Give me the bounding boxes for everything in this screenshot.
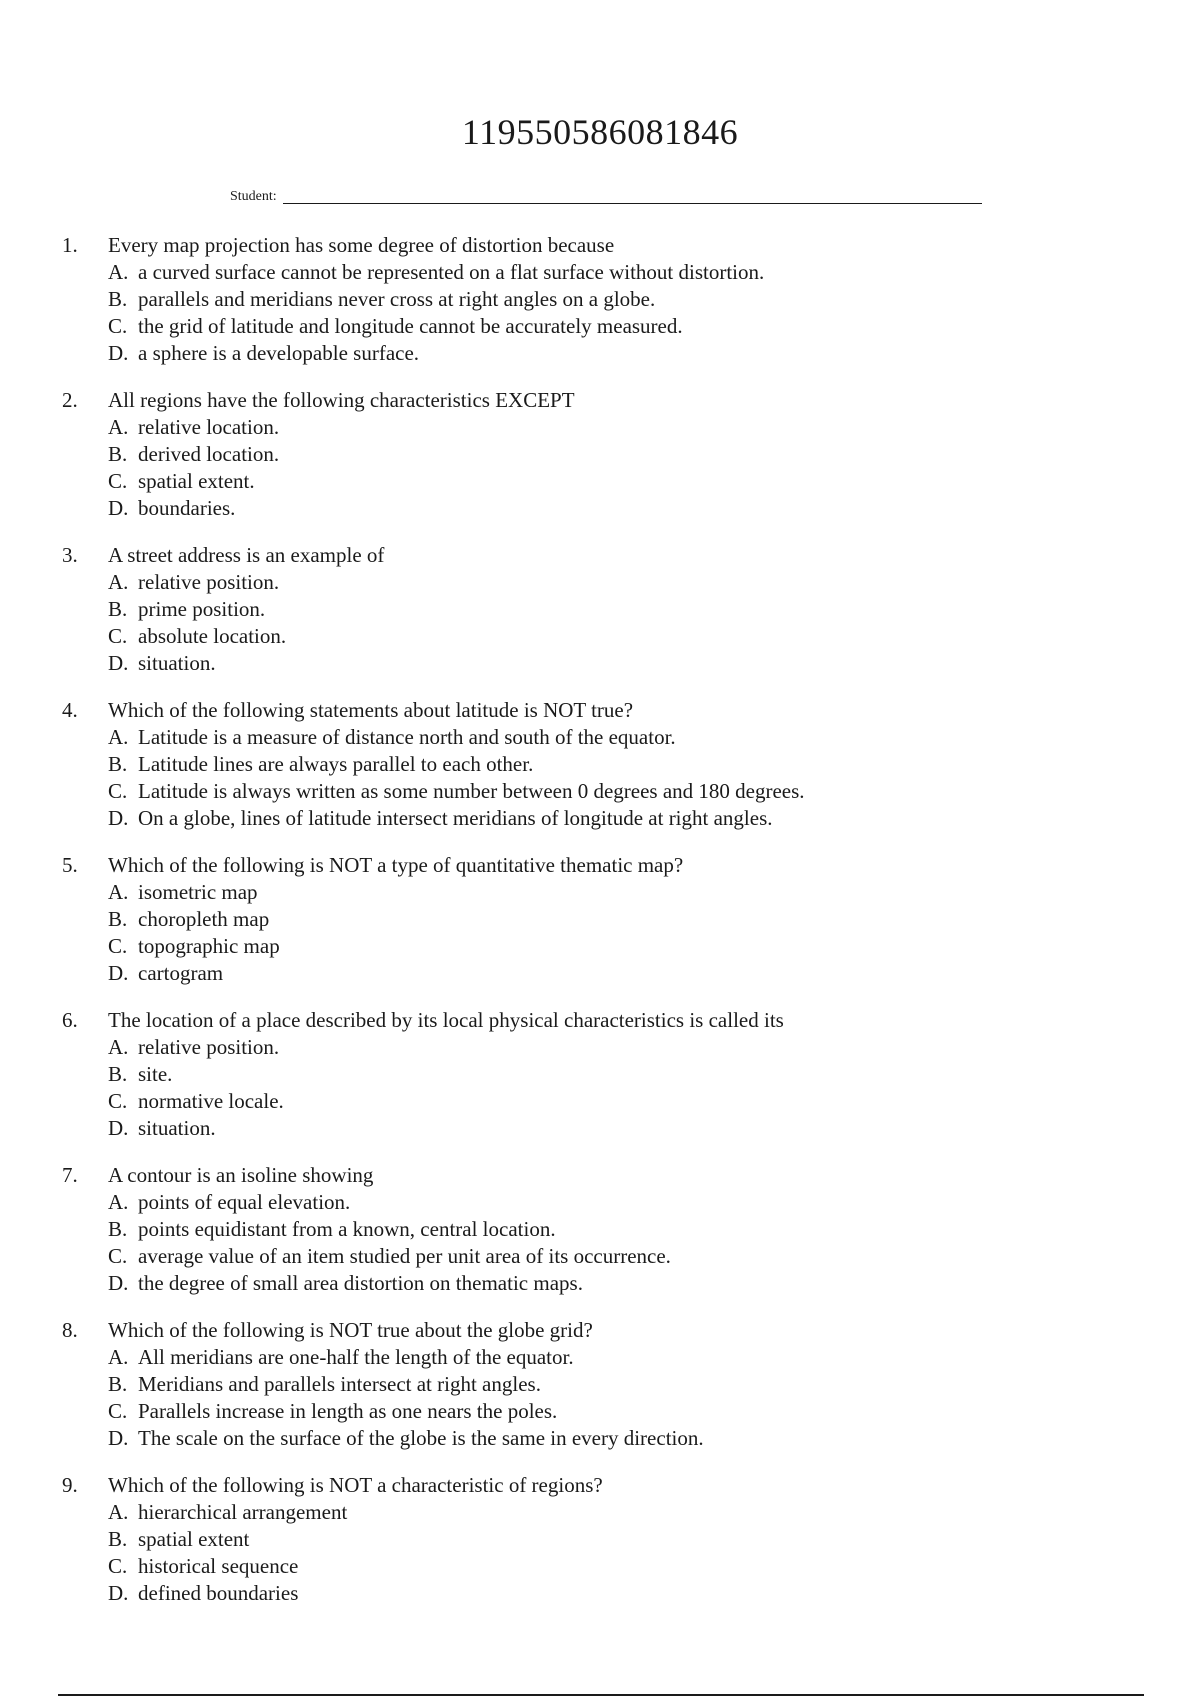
option-text: points equidistant from a known, central location. [138,1217,556,1241]
option-letter: D. [108,341,129,365]
answer-option[interactable] [62,805,1142,832]
student-label: Student: [230,189,277,204]
option-letter: A. [108,415,129,439]
option-text: All meridians are one-half the length of the equator. [138,1345,574,1369]
option-text: defined boundaries [138,1581,299,1605]
question-item [62,387,1142,522]
answer-option[interactable] [62,286,1142,313]
question-number: 4. [62,698,78,722]
question-number: 6. [62,1008,78,1032]
option-text: the grid of latitude and longitude cannot be accurately measured. [138,314,683,338]
option-letter: A. [108,880,129,904]
question-number: 9. [62,1473,78,1497]
question-stem [62,697,1142,724]
answer-option[interactable] [62,340,1142,367]
answer-option[interactable] [62,259,1142,286]
answer-option[interactable] [62,623,1142,650]
option-letter: A. [108,570,129,594]
question-item [62,852,1142,987]
option-letter: D. [108,1581,129,1605]
option-letter: C. [108,934,128,958]
question-item [62,1472,1142,1607]
option-letter: B. [108,1527,128,1551]
question-stem [62,1317,1142,1344]
option-text: derived location. [138,442,280,466]
option-letter: A. [108,1500,129,1524]
option-text: The scale on the surface of the globe is the same in every direction. [138,1426,704,1450]
option-text: relative position. [138,1035,280,1059]
option-letter: D. [108,961,129,985]
option-letter: D. [108,496,129,520]
option-text: Parallels increase in length as one nears the poles. [138,1399,558,1423]
answer-option[interactable] [62,1526,1142,1553]
option-letter: D. [108,806,129,830]
option-text: relative location. [138,415,280,439]
option-letter: C. [108,1554,128,1578]
option-letter: C. [108,1089,128,1113]
option-letter: C. [108,624,128,648]
answer-option[interactable] [62,1553,1142,1580]
question-text: Which of the following is NOT a type of quantitative thematic map? [108,853,684,877]
option-text: topographic map [138,934,280,958]
option-text: spatial extent [138,1527,250,1551]
option-text: a curved surface cannot be represented on a flat surface without distortion. [138,260,765,284]
answer-option[interactable] [62,778,1142,805]
option-letter: C. [108,314,128,338]
option-text: situation. [138,1116,216,1140]
question-text: A contour is an isoline showing [108,1163,374,1187]
option-letter: B. [108,287,128,311]
option-text: situation. [138,651,216,675]
option-text: isometric map [138,880,258,904]
option-text: normative locale. [138,1089,284,1113]
option-letter: B. [108,442,128,466]
question-number: 8. [62,1318,78,1342]
question-item [62,697,1142,832]
answer-option[interactable] [62,1061,1142,1088]
question-item [62,1162,1142,1297]
answer-option[interactable] [62,650,1142,677]
answer-option[interactable] [62,1088,1142,1115]
option-text: Latitude is a measure of distance north and south of the equator. [138,725,676,749]
answer-option[interactable] [62,1344,1142,1371]
option-text: average value of an item studied per unit area of its occurrence. [138,1244,671,1268]
answer-option[interactable] [62,596,1142,623]
option-letter: C. [108,779,128,803]
option-text: Meridians and parallels intersect at right angles. [138,1372,541,1396]
option-text: Latitude is always written as some number between 0 degrees and 180 degrees. [138,779,805,803]
question-number: 1. [62,233,78,257]
option-letter: A. [108,1190,129,1214]
answer-option[interactable] [62,1398,1142,1425]
option-text: relative position. [138,570,280,594]
question-number: 5. [62,853,78,877]
option-letter: C. [108,1399,128,1423]
question-number: 2. [62,388,78,412]
answer-option[interactable] [62,1243,1142,1270]
answer-option[interactable] [62,1499,1142,1526]
option-letter: B. [108,752,128,776]
answer-option[interactable] [62,1115,1142,1142]
question-item [62,1007,1142,1142]
answer-option[interactable] [62,1216,1142,1243]
option-text: Latitude lines are always parallel to each other. [138,752,534,776]
question-number: 3. [62,543,78,567]
option-text: On a globe, lines of latitude intersect meridians of longitude at right angles. [138,806,773,830]
option-text: cartogram [138,961,224,985]
question-item [62,1317,1142,1452]
option-text: the degree of small area distortion on thematic maps. [138,1271,583,1295]
answer-option[interactable] [62,933,1142,960]
option-letter: C. [108,1244,128,1268]
option-letter: B. [108,1062,128,1086]
answer-option[interactable] [62,495,1142,522]
question-stem [62,1007,1142,1034]
question-item [62,232,1142,367]
question-stem [62,542,1142,569]
option-letter: A. [108,1035,129,1059]
question-text: The location of a place described by its local physical characteristics is called its [108,1008,784,1032]
answer-option[interactable] [62,879,1142,906]
question-text: Which of the following statements about latitude is NOT true? [108,698,634,722]
option-letter: B. [108,1372,128,1396]
answer-option[interactable] [62,751,1142,778]
answer-option[interactable] [62,414,1142,441]
answer-option[interactable] [62,1270,1142,1297]
student-field [230,190,982,204]
answer-option[interactable] [62,569,1142,596]
option-text: boundaries. [138,496,236,520]
option-text: hierarchical arrangement [138,1500,348,1524]
option-letter: A. [108,725,129,749]
answer-option[interactable] [62,960,1142,987]
option-letter: D. [108,651,129,675]
answer-option[interactable] [62,1371,1142,1398]
question-item [62,542,1142,677]
option-text: site. [138,1062,173,1086]
answer-option[interactable] [62,1425,1142,1452]
question-stem [62,1472,1142,1499]
question-text: Every map projection has some degree of distortion because [108,233,615,257]
student-name-line[interactable] [283,191,982,204]
option-text: spatial extent. [138,469,255,493]
option-text: parallels and meridians never cross at right angles on a globe. [138,287,656,311]
option-letter: A. [108,260,129,284]
question-text: Which of the following is NOT a characteristic of regions? [108,1473,603,1497]
option-text: prime position. [138,597,266,621]
answer-option[interactable] [62,1580,1142,1607]
answer-option[interactable] [62,313,1142,340]
option-text: absolute location. [138,624,287,648]
question-stem [62,387,1142,414]
question-text: Which of the following is NOT true about the globe grid? [108,1318,593,1342]
answer-option[interactable] [62,1034,1142,1061]
question-stem [62,1162,1142,1189]
option-letter: D. [108,1271,129,1295]
option-letter: A. [108,1345,129,1369]
answer-option[interactable] [62,441,1142,468]
answer-option[interactable] [62,1189,1142,1216]
option-letter: C. [108,469,128,493]
question-stem [62,232,1142,259]
option-text: a sphere is a developable surface. [138,341,420,365]
question-list [62,232,1142,1627]
page-title: 119550586081846 [461,112,739,152]
answer-option[interactable] [62,724,1142,751]
option-letter: B. [108,1217,128,1241]
question-stem [62,852,1142,879]
option-letter: D. [108,1116,129,1140]
option-text: choropleth map [138,907,270,931]
option-letter: B. [108,597,128,621]
footer-divider [58,1694,1144,1696]
option-text: points of equal elevation. [138,1190,351,1214]
option-letter: B. [108,907,128,931]
answer-option[interactable] [62,468,1142,495]
option-letter: D. [108,1426,129,1450]
question-text: A street address is an example of [108,543,385,567]
option-text: historical sequence [138,1554,299,1578]
question-number: 7. [62,1163,78,1187]
question-text: All regions have the following characteristics EXCEPT [108,388,575,412]
answer-option[interactable] [62,906,1142,933]
